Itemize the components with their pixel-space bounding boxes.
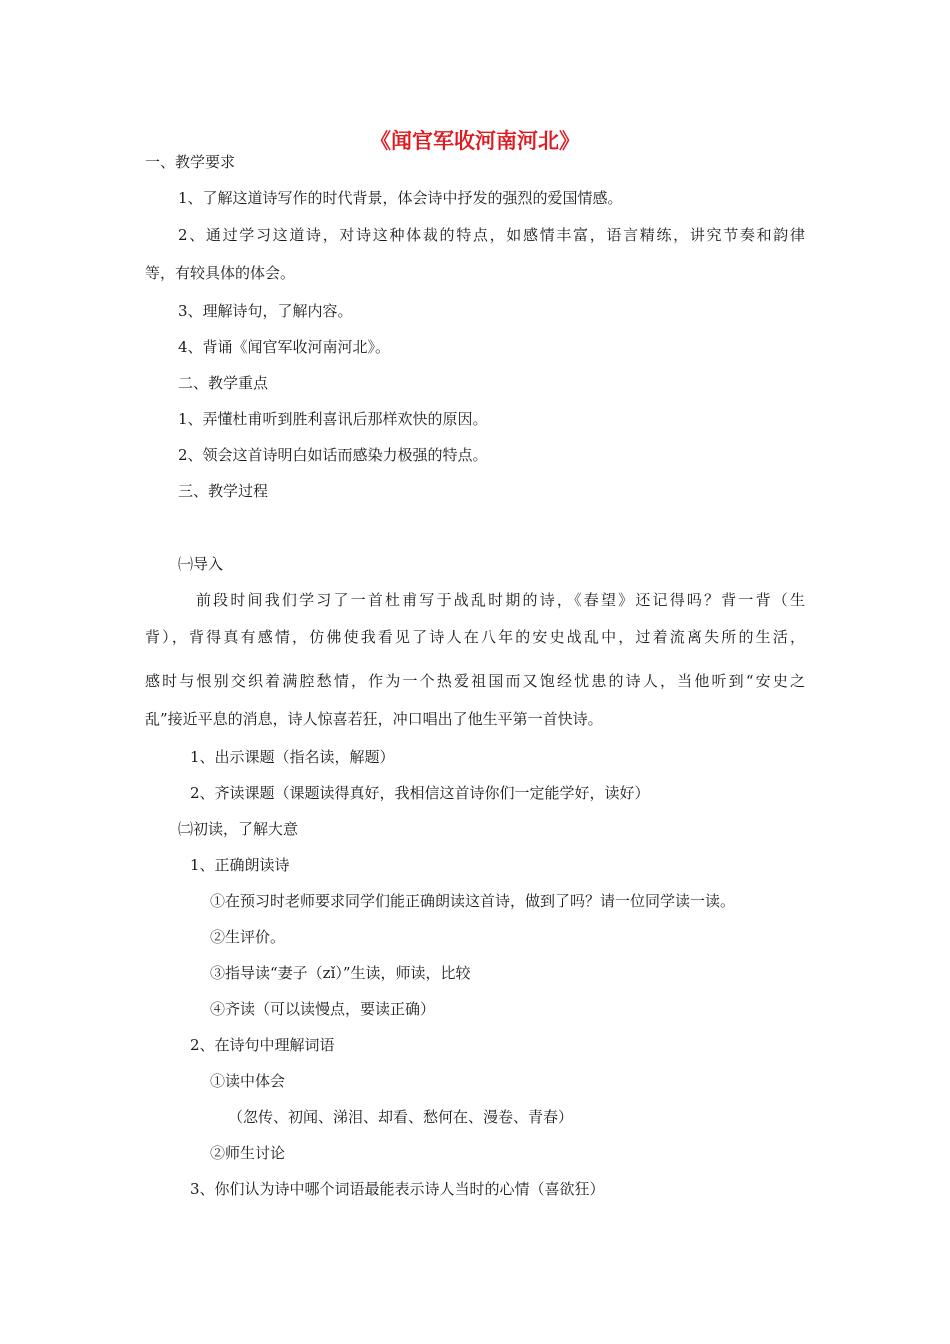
reading-step-2-item-2: ②师生讨论	[210, 1144, 286, 1162]
reading-step-2-word-list: （忽传、初闻、涕泪、却看、愁何在、漫卷、青春）	[228, 1108, 574, 1126]
reading-step-1-heading: 1、正确朗读诗	[190, 856, 290, 874]
part-heading-first-reading: ㈡初读，了解大意	[178, 820, 299, 838]
reading-step-2-item-1: ①读中体会	[210, 1072, 286, 1090]
reading-step-1-item-3: ③指导读“妻子（zǐ）”生读，师读，比较	[210, 964, 471, 982]
requirement-item-3: 3、理解诗句，了解内容。	[178, 302, 353, 320]
reading-step-1-item-4: ④齐读（可以读慢点，要读正确）	[210, 1000, 436, 1018]
intro-paragraph-line-1: 前段时间我们学习了一首杜甫写于战乱时期的诗，《春望》还记得吗？背一背（生	[196, 591, 805, 609]
document-title: 《闻官军收河南河北》	[370, 128, 580, 153]
intro-step-1: 1、出示课题（指名读，解题）	[190, 748, 395, 766]
intro-paragraph-line-4: 乱”接近平息的消息，诗人惊喜若狂，冲口唱出了他生平第一首快诗。	[145, 710, 603, 728]
requirement-item-1: 1、了解这道诗写作的时代背景，体会诗中抒发的强烈的爱国情感。	[178, 189, 623, 207]
key-point-item-1: 1、弄懂杜甫听到胜利喜讯后那样欢快的原因。	[178, 410, 488, 428]
intro-paragraph-line-2: 背），背得真有感情，仿佛使我看见了诗人在八年的安史战乱中，过着流离失所的生活，	[145, 628, 805, 646]
requirement-item-2-continued: 等，有较具体的体会。	[145, 264, 296, 282]
section-heading-requirements: 一、教学要求	[145, 153, 236, 171]
reading-step-2-heading: 2、在诗句中理解词语	[190, 1036, 335, 1054]
key-point-item-2: 2、领会这首诗明白如话而感染力极强的特点。	[178, 446, 488, 464]
requirement-item-2: 2、通过学习这道诗，对诗这种体裁的特点，如感情丰富，语言精练，讲究节奏和韵律	[178, 226, 805, 244]
section-heading-process: 三、教学过程	[178, 482, 269, 500]
part-heading-introduction: ㈠导入	[178, 555, 224, 573]
intro-paragraph-line-3: 感时与恨别交织着满腔愁情，作为一个热爱祖国而又饱经忧患的诗人，当他听到“安史之	[145, 672, 805, 690]
intro-step-2: 2、齐读课题（课题读得真好，我相信这首诗你们一定能学好，读好）	[190, 784, 650, 802]
reading-step-1-item-1: ①在预习时老师要求同学们能正确朗读这首诗，做到了吗？请一位同学读一读。	[210, 892, 736, 910]
reading-step-3: 3、你们认为诗中哪个词语最能表示诗人当时的心情（喜欲狂）	[190, 1180, 605, 1198]
requirement-item-4: 4、背诵《闻官军收河南河北》。	[178, 338, 391, 356]
reading-step-1-item-2: ②生评价。	[210, 928, 286, 946]
section-heading-key-points: 二、教学重点	[178, 374, 269, 392]
